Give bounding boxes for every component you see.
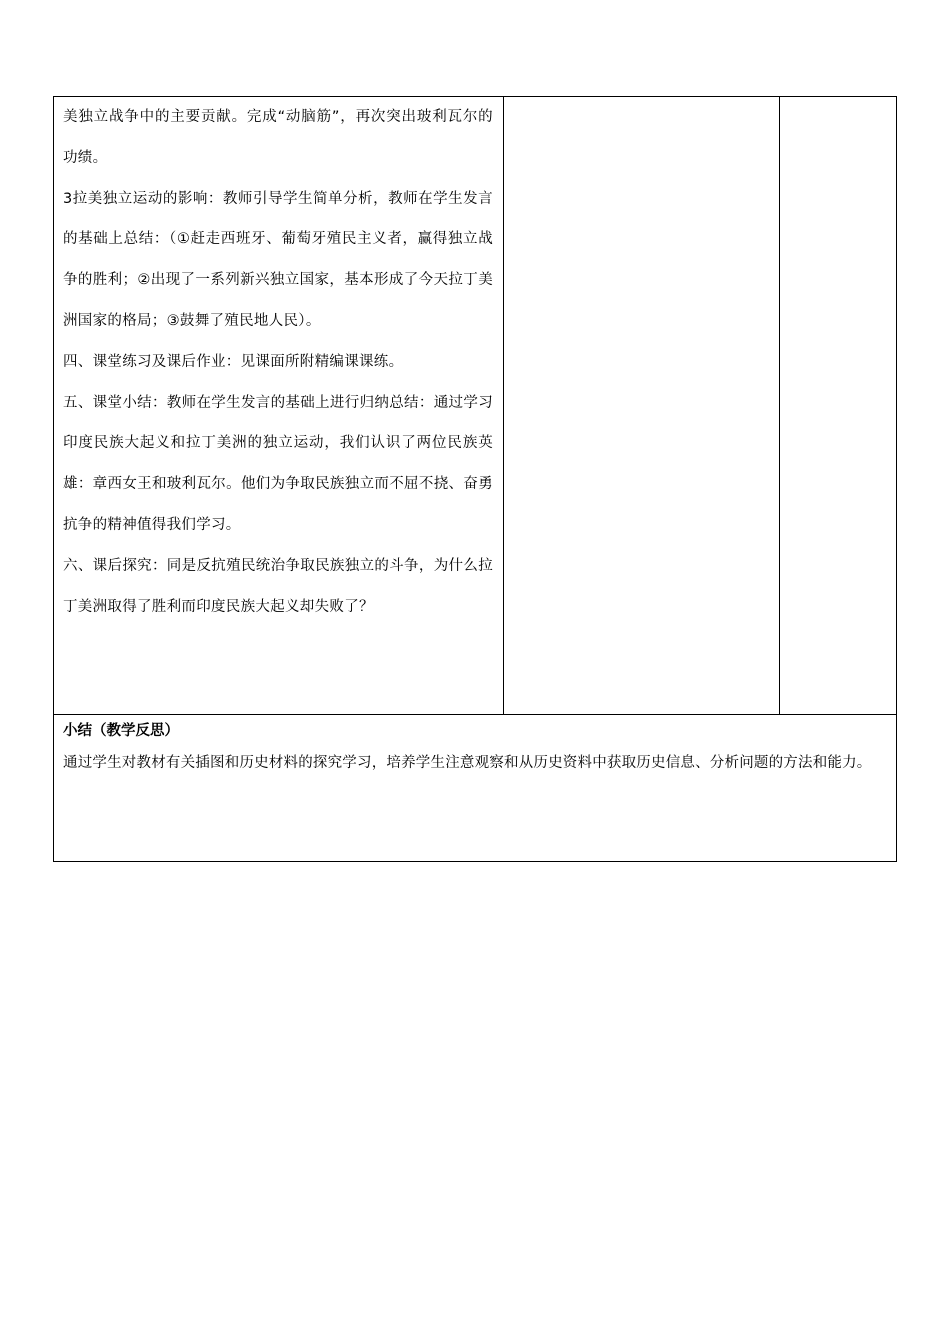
paragraph-independence-impact: 3拉美独立运动的影响：教师引导学生简单分析，教师在学生发言的基础上总结：（①赶走西班牙、葡萄牙殖民主义者，赢得独立战争的胜利；②出现了一系列新兴独立国家，基本形成了今天拉丁美洲国家的格局；③鼓舞了殖民地人民）。: [63, 190, 493, 329]
student-activity-cell: [504, 97, 780, 715]
reflection-body: 通过学生对教材有关插图和历史材料的探究学习，培养学生注意观察和从历史资料中获取历史信息、分析问题的方法和能力。: [63, 755, 872, 771]
paragraph-homework: 四、课堂练习及课后作业：见课面所附精编课课练。: [63, 353, 404, 370]
teaching-reflection-content: [54, 715, 896, 783]
paragraph-bolivar-contribution: 美独立战争中的主要贡献。完成“动脑筋”，再次突出玻利瓦尔的功绩。: [63, 109, 493, 166]
teaching-process-text: [54, 97, 503, 627]
summary-row: [54, 715, 897, 862]
teaching-reflection-cell: [54, 715, 897, 862]
teaching-process-cell: [54, 97, 504, 715]
lesson-plan-table: [53, 96, 897, 862]
notes-cell: [780, 97, 897, 715]
paragraph-class-summary: 五、课堂小结：教师在学生发言的基础上进行归纳总结：通过学习印度民族大起义和拉丁美洲的独立运动，我们认识了两位民族英雄：章西女王和玻利瓦尔。他们为争取民族独立而不屈不挠、奋勇抗争的精神值得我们学习。: [63, 394, 493, 533]
paragraph-after-class-inquiry: 六、课后探究：同是反抗殖民统治争取民族独立的斗争，为什么拉丁美洲取得了胜利而印度民族大起义却失败了？: [63, 557, 493, 615]
reflection-title: 小结（教学反思）: [63, 723, 179, 739]
lesson-content-row: [54, 97, 897, 715]
